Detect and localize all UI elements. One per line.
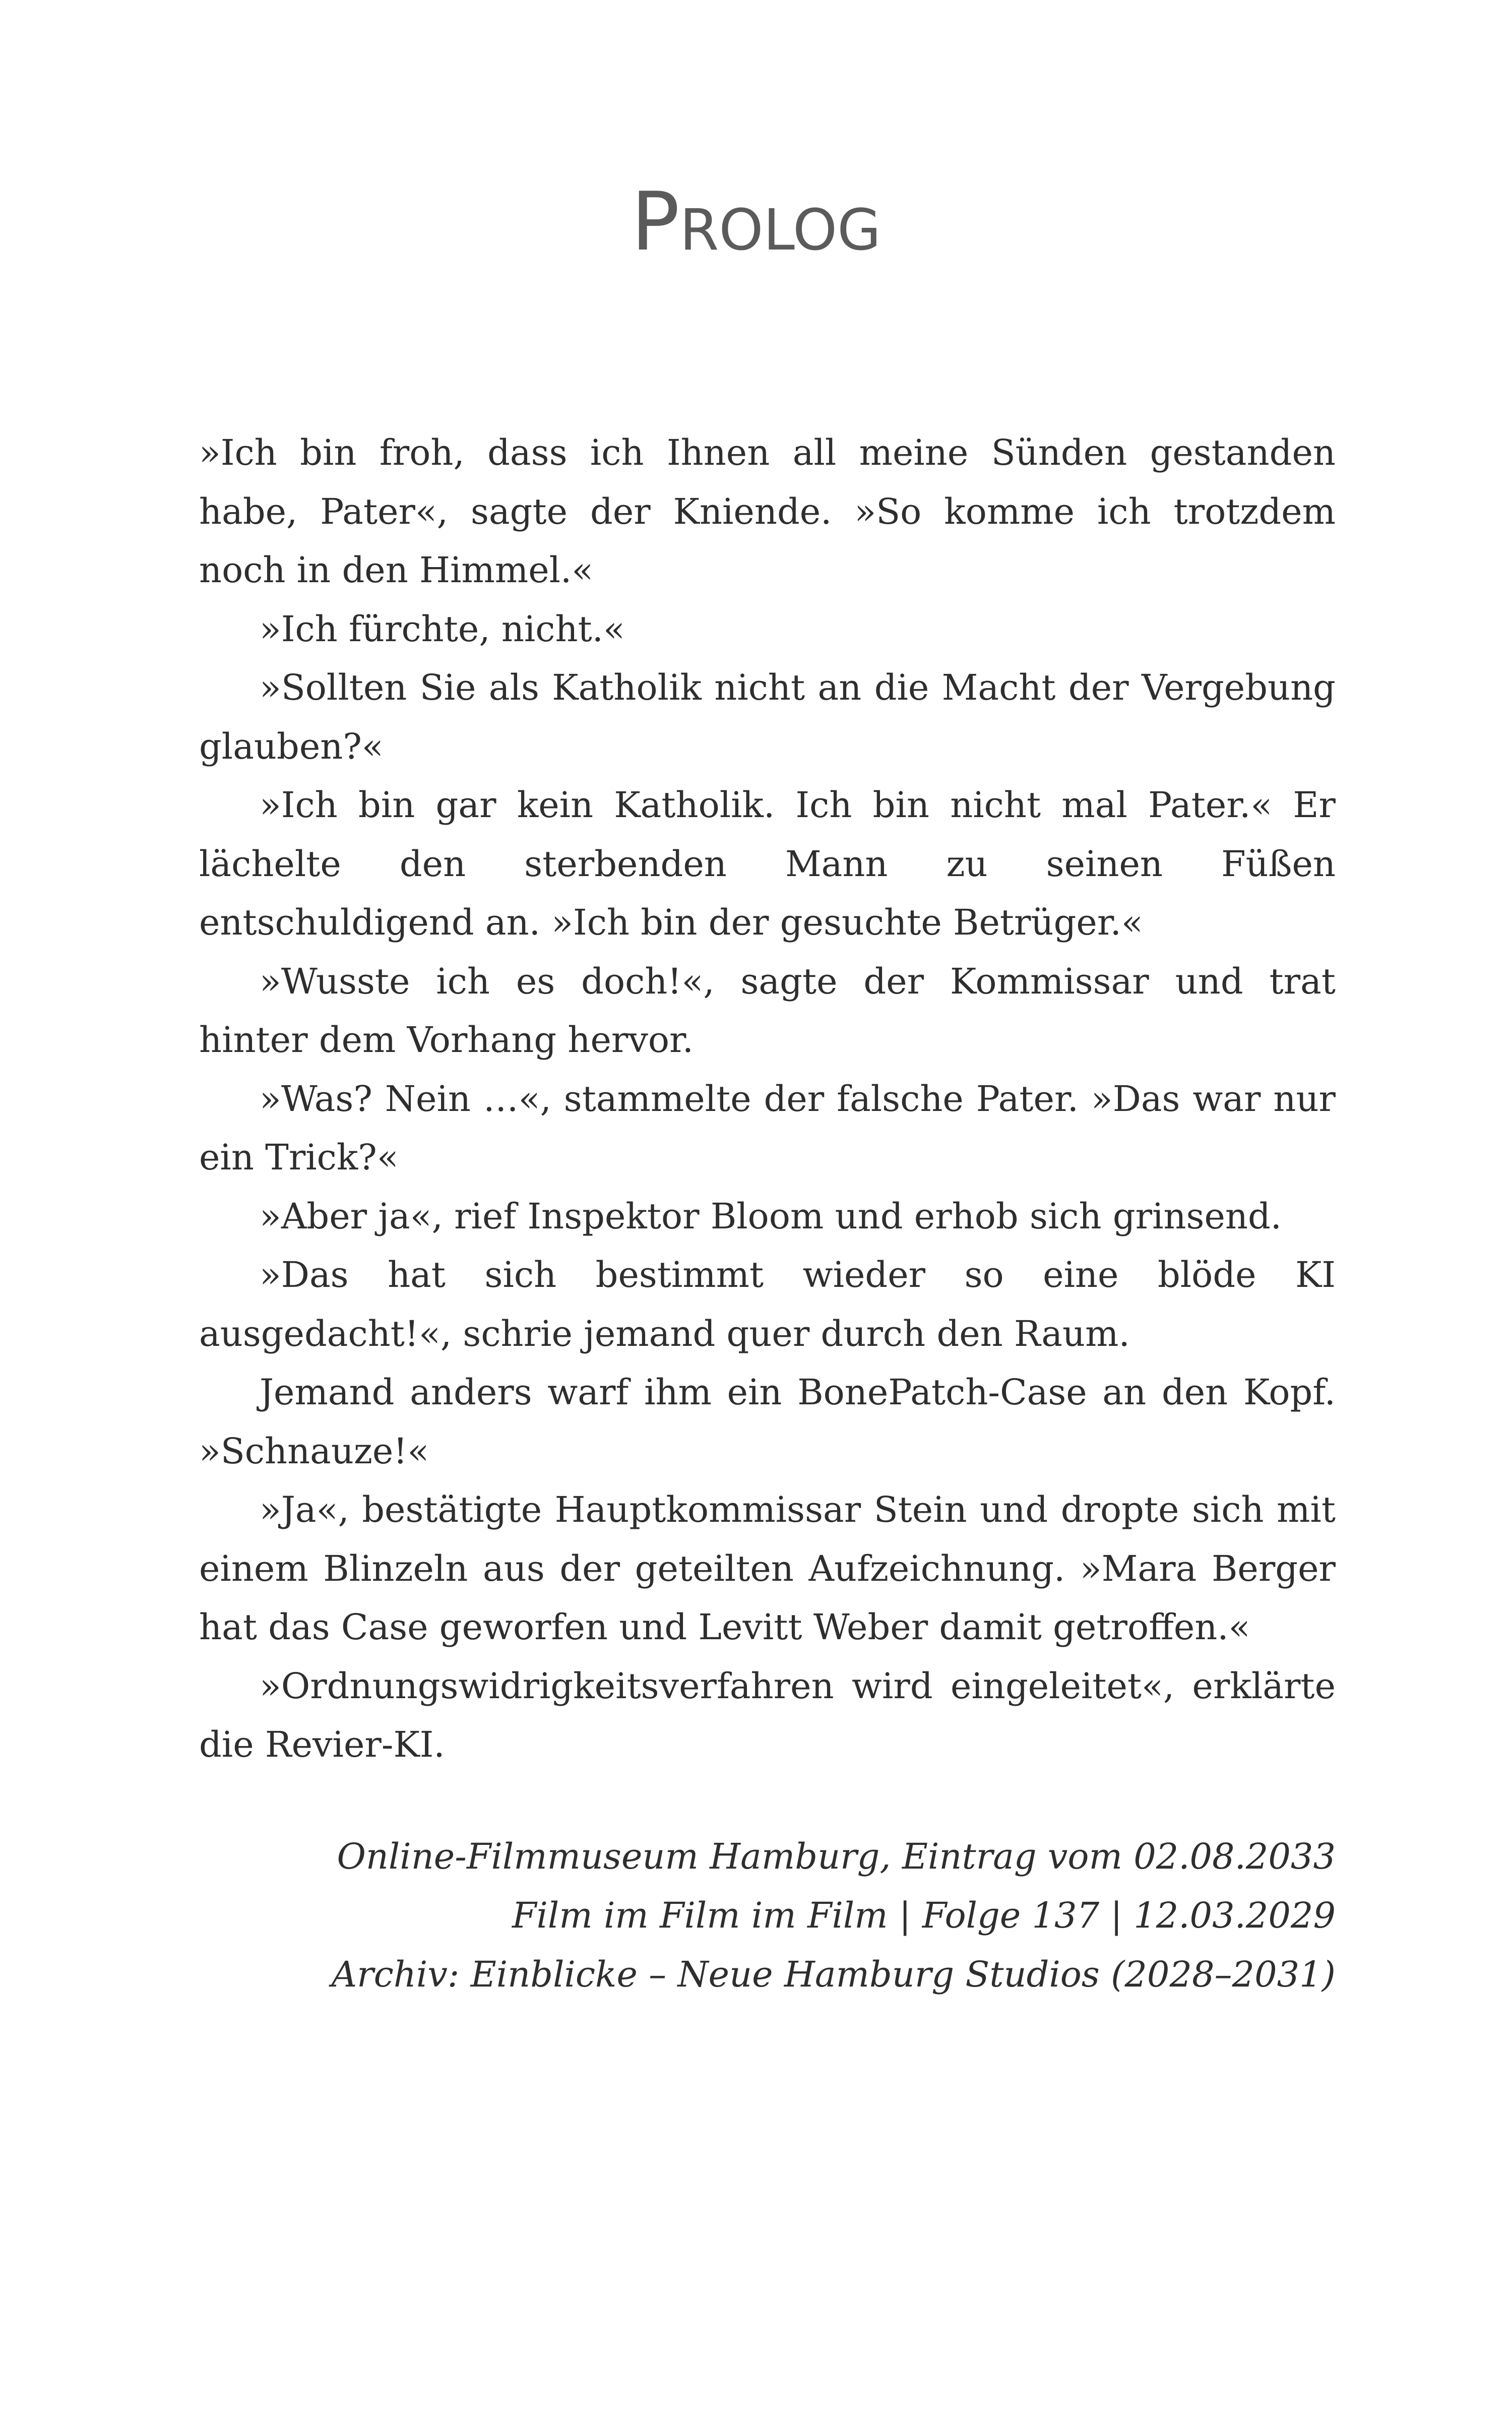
paragraph: »Was? Nein …«, stammelte der falsche Pater. »Das war nur ein Trick?« bbox=[199, 1078, 1336, 1178]
chapter-title: Prolog bbox=[631, 174, 881, 269]
source-line-museum: Online-Filmmuseum Hamburg, Eintrag vom 02.08.2033 bbox=[337, 1836, 1336, 1877]
paragraph: »Ordnungswidrigkeitsverfahren wird eingeleitet«, erklärte die Revier-KI. bbox=[199, 1665, 1336, 1765]
paragraph: »Wusste ich es doch!«, sagte der Kommissar und trat hinter dem Vorhang hervor. bbox=[199, 960, 1336, 1061]
paragraph: »Ich bin gar kein Katholik. Ich bin nicht mal Pater.« Er lächelte den sterbenden Mann zu seinen Füßen entschuldigend an. »Ich bin der gesuchte Betrüger.« bbox=[199, 784, 1336, 943]
paragraph: »Das hat sich bestimmt wieder so eine blöde KI ausgedacht!«, schrie jemand quer durch den Raum. bbox=[199, 1254, 1336, 1354]
prologue-text bbox=[199, 423, 1336, 1774]
paragraph: Jemand anders warf ihm ein BonePatch-Case an den Kopf. »Schnauze!« bbox=[199, 1372, 1336, 1472]
source-line-archive: Archiv: Einblicke – Neue Hamburg Studios (2028–2031) bbox=[331, 1954, 1336, 1995]
paragraph: »Ja«, bestätigte Hauptkommissar Stein und dropte sich mit einem Blinzeln aus der geteilten Aufzeichnung. »Mara Berger hat das Case geworfen und Levitt Weber damit getroffen.« bbox=[199, 1489, 1336, 1648]
paragraph: »Ich fürchte, nicht.« bbox=[260, 608, 625, 650]
paragraph: »Aber ja«, rief Inspektor Bloom und erhob sich grinsend. bbox=[260, 1195, 1282, 1237]
paragraph: »Sollten Sie als Katholik nicht an die Macht der Vergebung glauben?« bbox=[199, 667, 1336, 767]
source-line-episode: Film im Film im Film | Folge 137 | 12.03.2029 bbox=[512, 1895, 1336, 1936]
source-attribution bbox=[199, 1827, 1336, 2004]
paragraph: »Ich bin froh, dass ich Ihnen all meine Sünden gestanden habe, Pater«, sagte der Kniende. »So komme ich trotzdem noch in den Himmel.« bbox=[199, 432, 1336, 591]
